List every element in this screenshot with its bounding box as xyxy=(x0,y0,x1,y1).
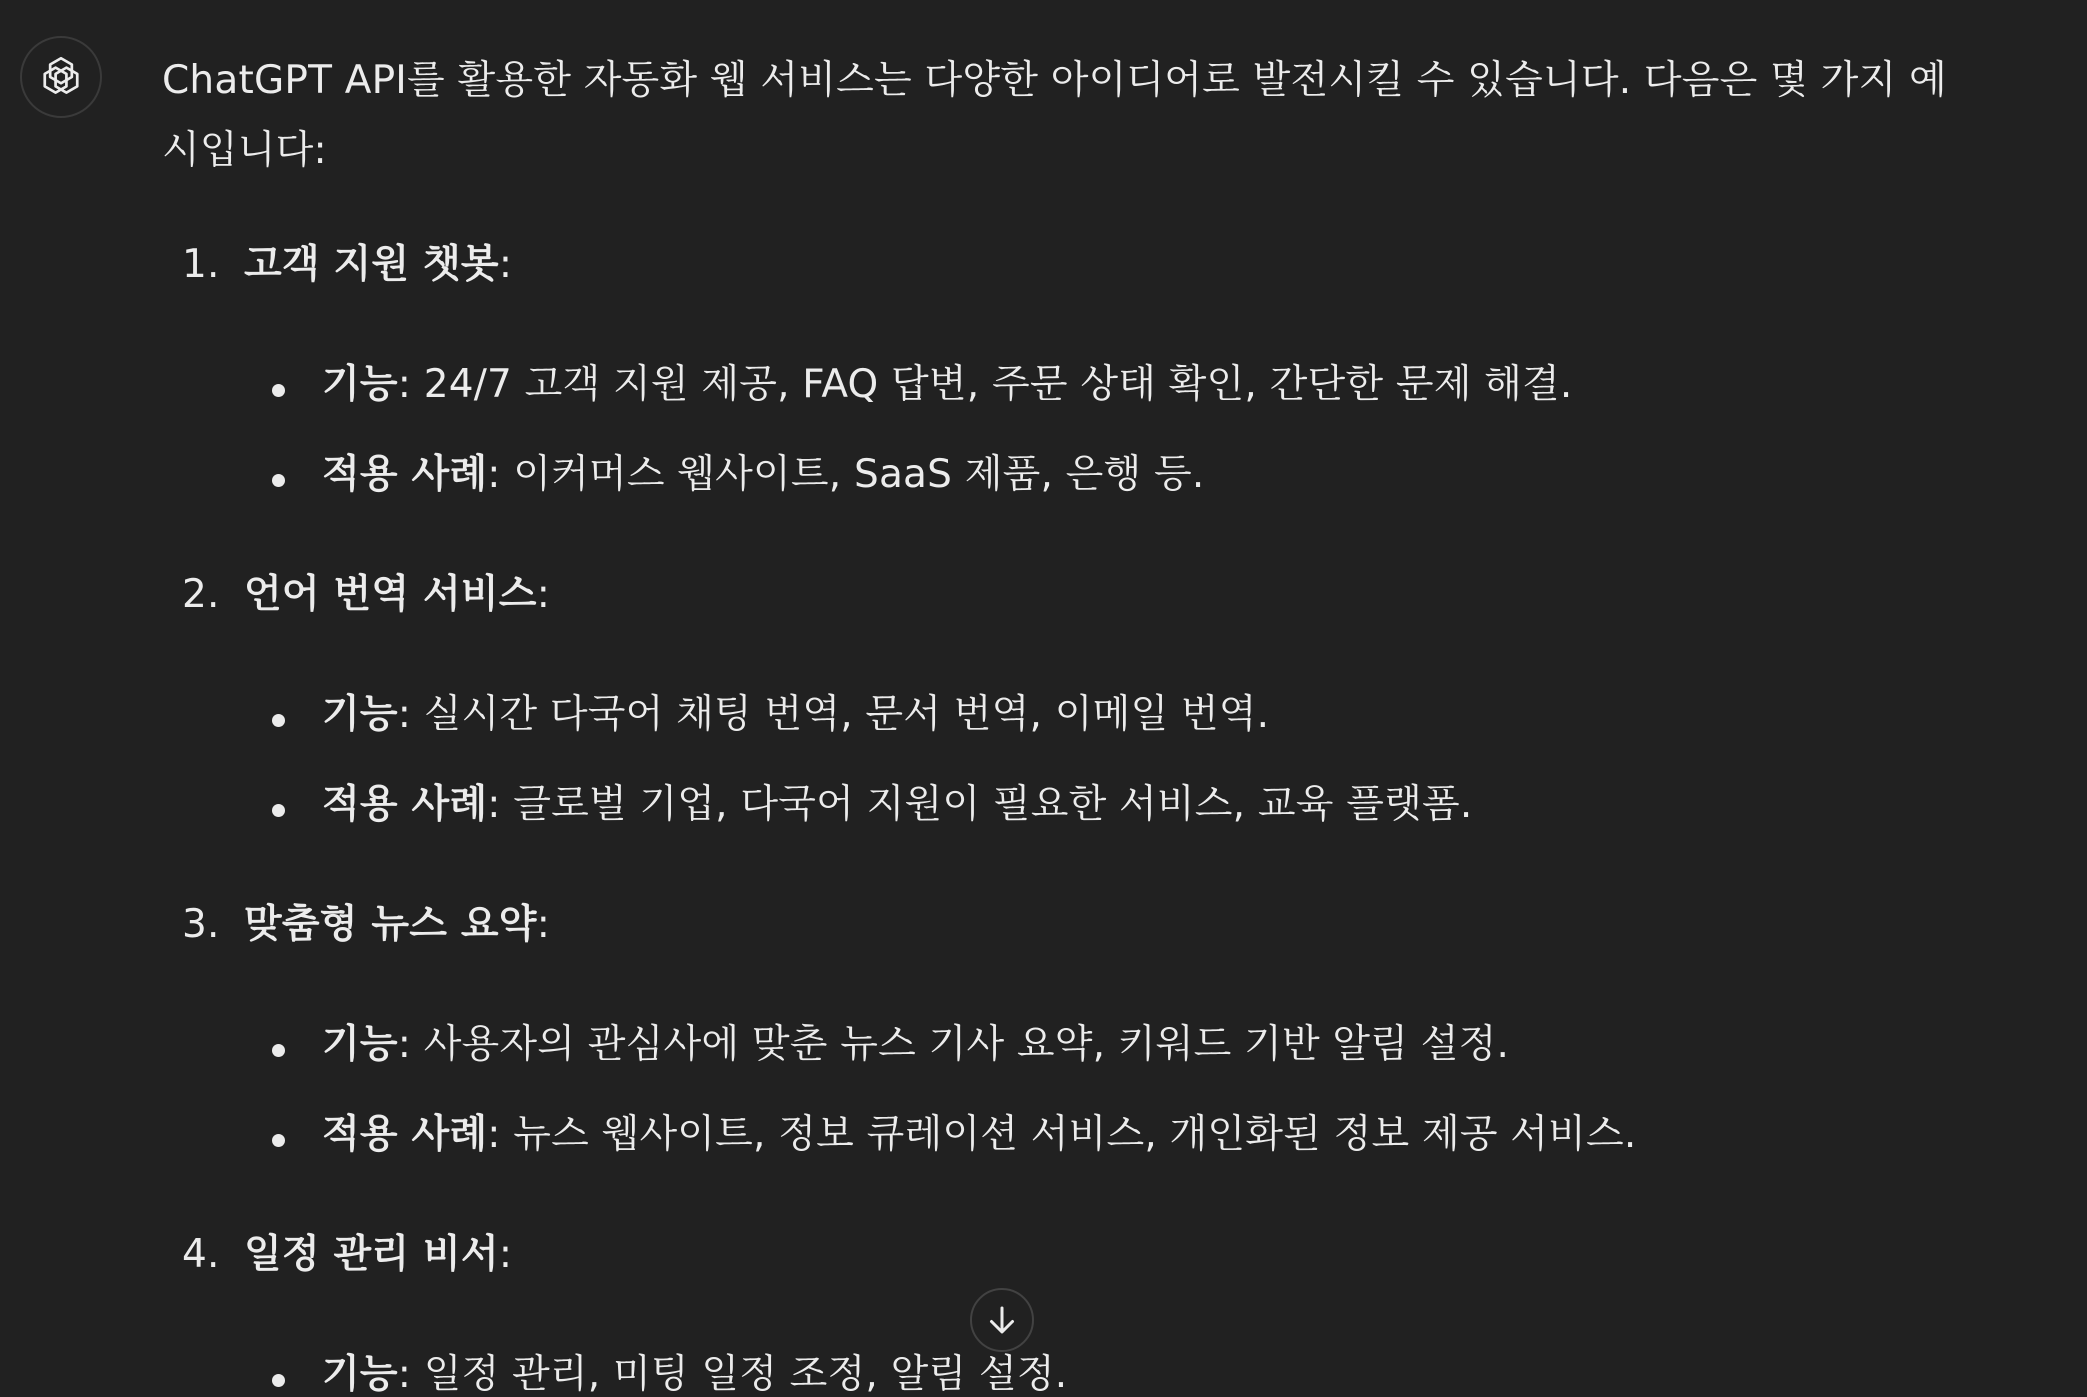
idea-item xyxy=(162,230,1962,510)
idea-number: 2. xyxy=(182,572,220,617)
detail-value: 24/7 고객 지원 제공, FAQ 답변, 주문 상태 확인, 간단한 문제 해결. xyxy=(423,362,1573,407)
detail-item: 적용 사례: 이커머스 웹사이트, SaaS 제품, 은행 등. xyxy=(322,452,1205,497)
detail-item: 기능: 24/7 고객 지원 제공, FAQ 답변, 주문 상태 확인, 간단한 문제 해결. xyxy=(322,362,1573,407)
openai-logo-icon xyxy=(36,52,86,102)
idea-title: 언어 번역 서비스 xyxy=(244,572,537,617)
detail-key: 기능 xyxy=(322,362,398,407)
detail-item: 기능: 사용자의 관심사에 맞춘 뉴스 기사 요약, 키워드 기반 알림 설정. xyxy=(322,1022,1510,1067)
message-intro: ChatGPT API를 활용한 자동화 웹 서비스는 다양한 아이디어로 발전시킬 수 있습니다. 다음은 몇 가지 예시입니다: xyxy=(162,58,1947,173)
detail-key: 기능 xyxy=(322,692,398,737)
idea-details xyxy=(162,680,1962,840)
colon: : xyxy=(498,242,513,287)
idea-number: 4. xyxy=(182,1232,220,1277)
detail-value: 실시간 다국어 채팅 번역, 문서 번역, 이메일 번역. xyxy=(423,692,1270,737)
detail-item: 기능: 일정 관리, 미팅 일정 조정, 알림 설정. xyxy=(322,1352,1068,1397)
detail-item: 적용 사례: 뉴스 웹사이트, 정보 큐레이션 서비스, 개인화된 정보 제공 서비스. xyxy=(322,1112,1637,1157)
detail-value: 글로벌 기업, 다국어 지원이 필요한 서비스, 교육 플랫폼. xyxy=(513,782,1473,827)
colon: : xyxy=(536,902,551,947)
idea-details xyxy=(162,1010,1962,1170)
detail-key: 기능 xyxy=(322,1352,398,1397)
idea-title: 고객 지원 챗봇 xyxy=(244,242,499,287)
idea-item xyxy=(162,560,1962,840)
idea-title: 맞춤형 뉴스 요약 xyxy=(244,902,537,947)
colon: : xyxy=(498,1232,513,1277)
idea-title-row xyxy=(162,230,1962,300)
detail-key: 기능 xyxy=(322,1022,398,1067)
scroll-to-bottom-button[interactable] xyxy=(970,1288,1034,1352)
detail-key: 적용 사례 xyxy=(322,452,488,497)
detail-key: 적용 사례 xyxy=(322,1112,488,1157)
idea-details xyxy=(162,1340,1962,1397)
detail-value: 이커머스 웹사이트, SaaS 제품, 은행 등. xyxy=(513,452,1205,497)
idea-title: 일정 관리 비서 xyxy=(244,1232,499,1277)
idea-number: 1. xyxy=(182,242,220,287)
detail-item: 적용 사례: 글로벌 기업, 다국어 지원이 필요한 서비스, 교육 플랫폼. xyxy=(322,782,1473,827)
detail-value: 뉴스 웹사이트, 정보 큐레이션 서비스, 개인화된 정보 제공 서비스. xyxy=(513,1112,1637,1157)
detail-item: 기능: 실시간 다국어 채팅 번역, 문서 번역, 이메일 번역. xyxy=(322,692,1270,737)
detail-value: 일정 관리, 미팅 일정 조정, 알림 설정. xyxy=(423,1352,1068,1397)
colon: : xyxy=(536,572,551,617)
assistant-avatar xyxy=(20,36,102,118)
detail-value: 사용자의 관심사에 맞춘 뉴스 기사 요약, 키워드 기반 알림 설정. xyxy=(423,1022,1510,1067)
idea-title-row xyxy=(162,560,1962,630)
idea-item xyxy=(162,890,1962,1170)
idea-details xyxy=(162,350,1962,510)
assistant-message xyxy=(162,46,1962,1397)
idea-number: 3. xyxy=(182,902,220,947)
idea-title-row xyxy=(162,1220,1962,1290)
arrow-down-icon xyxy=(984,1302,1020,1338)
detail-key: 적용 사례 xyxy=(322,782,488,827)
idea-title-row xyxy=(162,890,1962,960)
idea-list xyxy=(162,230,1962,1397)
idea-item xyxy=(162,1220,1962,1397)
